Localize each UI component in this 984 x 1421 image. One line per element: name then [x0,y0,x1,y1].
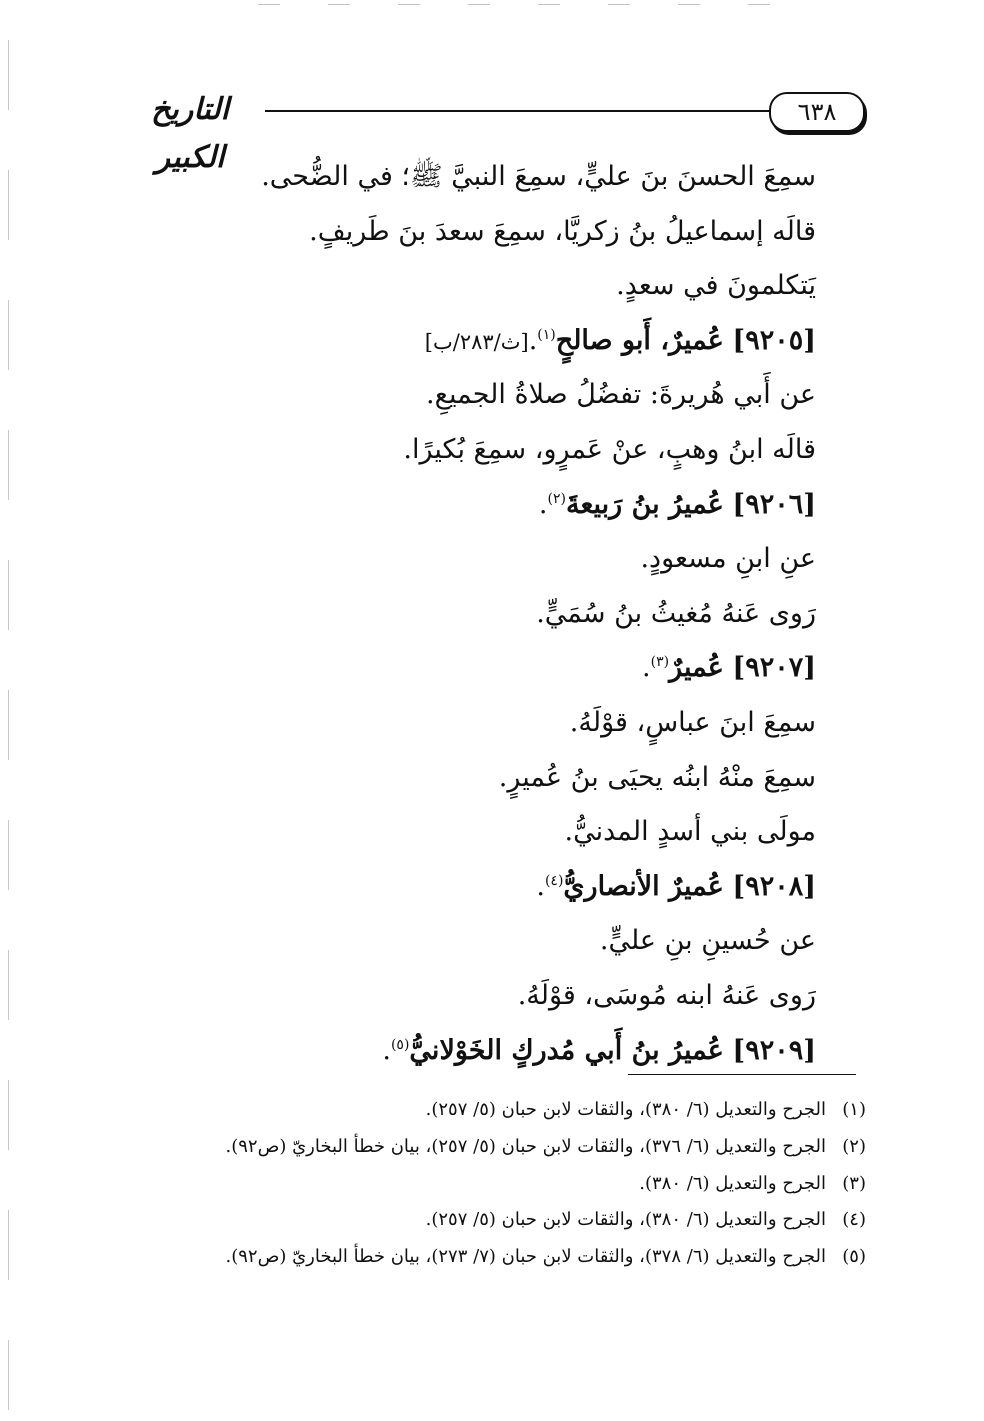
entry-name: عُميرٌ [669,652,724,684]
entry-punctuation: . [528,324,538,356]
entry-number: [٩٢٠٩] [732,1034,816,1066]
entry-name: عُميرُ بنُ رَبيعةَ [565,488,724,520]
entry-heading [156,641,816,696]
scan-margin-line [8,40,9,1410]
text-line: عن أَبي هُريرةَ: تفضُلُ صلاةُ الجميعِ. [426,379,816,411]
footnote-number: (٤) [842,1209,866,1231]
footnote-item [106,1129,866,1166]
footnote-number: (١) [842,1099,866,1120]
footnote-item [106,1202,866,1239]
book-title: التاريخ الكبير [151,92,229,175]
scan-top-marks [250,4,770,5]
footnote-marker: (٤) [544,872,564,889]
header-rule [265,110,769,112]
footnote-marker: (٣) [650,654,670,671]
text-line: عنِ ابنِ مسعودٍ. [640,543,816,575]
footnote-text: الجرح والتعديل (٦/ ٣٨٠). [639,1172,826,1194]
entry-number: [٩٢٠٧] [732,652,816,684]
entry-number: [٩٢٠٥] [732,324,816,356]
footnote-marker: (٥) [390,1036,410,1053]
text-line: رَوى عَنهُ ابنه مُوسَى، قوْلَهُ. [517,979,816,1011]
footnote-number: (٣) [842,1172,866,1194]
footnote-item [106,1092,866,1129]
page-number: ٦٣٨ [769,92,865,132]
footnotes [106,1092,866,1276]
text-line: سمِعَ الحسنَ بنَ عليٍّ، سمِعَ النبيَّ ﷺ؛ في الضُّحى. [261,161,816,192]
footnote-separator [628,1074,856,1075]
entry-punctuation: . [538,488,548,520]
entry-punctuation: . [642,652,651,684]
footnote-item [106,1239,866,1276]
text-line: عن حُسينِ بنِ عليٍّ. [599,925,816,957]
text-line: سمِعَ منْهُ ابنُه يحيَى بنُ عُميرٍ. [498,761,816,793]
entry-name: عُميرُ بنُ أَبي مُدركٍ الخَوْلانيُّ [409,1034,724,1066]
entry-number: [٩٢٠٦] [732,488,816,520]
entry-heading [156,478,816,533]
footnote-text: الجرح والتعديل (٦/ ٣٧٦)، والثقات لابن حبان (٥/ ٢٥٧)، بيان خطأ البخاريّ (ص٩٢). [225,1135,826,1157]
text-line: سمِعَ ابنَ عباسٍ، قوْلَهُ. [569,706,816,738]
entry-punctuation: . [536,870,545,902]
text-line: رَوى عَنهُ مُغيثُ بنُ سُمَيٍّ. [536,597,816,629]
text-line: مولَى بني أسدٍ المدنيُّ. [564,816,816,848]
manuscript-reference: [ث/٢٨٣/ب] [424,329,529,354]
entry-name: عُميرٌ، أَبو صالحٍ [555,324,724,356]
footnote-marker: (١) [537,326,556,343]
footnote-marker: (٢) [547,490,566,507]
entry-punctuation: . [382,1034,391,1066]
entry-heading [156,314,816,369]
entry-heading [156,1024,816,1079]
page-header [115,86,865,175]
footnote-text: الجرح والتعديل (٦/ ٣٧٨)، والثقات لابن حبان (٧/ ٢٧٣)، بيان خطأ البخاريّ (ص٩٢). [225,1246,826,1268]
entry-number: [٩٢٠٨] [732,870,816,902]
text-line: يَتكلمونَ في سعدٍ. [616,270,816,302]
entry-heading [156,860,816,915]
text-line: قالَه إسماعيلُ بنُ زكريَّا، سمِعَ سعدَ بنَ طَريفٍ. [309,215,816,247]
text-line: قالَه ابنُ وهبٍ، عنْ عَمرٍو، سمِعَ بُكيرًا. [403,433,816,465]
footnote-text: الجرح والتعديل (٦/ ٣٨٠)، والثقات لابن حبان (٥/ ٢٥٧). [425,1209,826,1231]
main-text [156,150,816,1078]
footnote-number: (٥) [842,1246,866,1268]
entry-name: عُميرٌ الأنصاريُّ [563,870,724,902]
footnote-item [106,1166,866,1203]
footnote-text: الجرح والتعديل (٦/ ٣٨٠)، والثقات لابن حبان (٥/ ٢٥٧). [425,1099,826,1120]
footnote-number: (٢) [842,1135,866,1157]
